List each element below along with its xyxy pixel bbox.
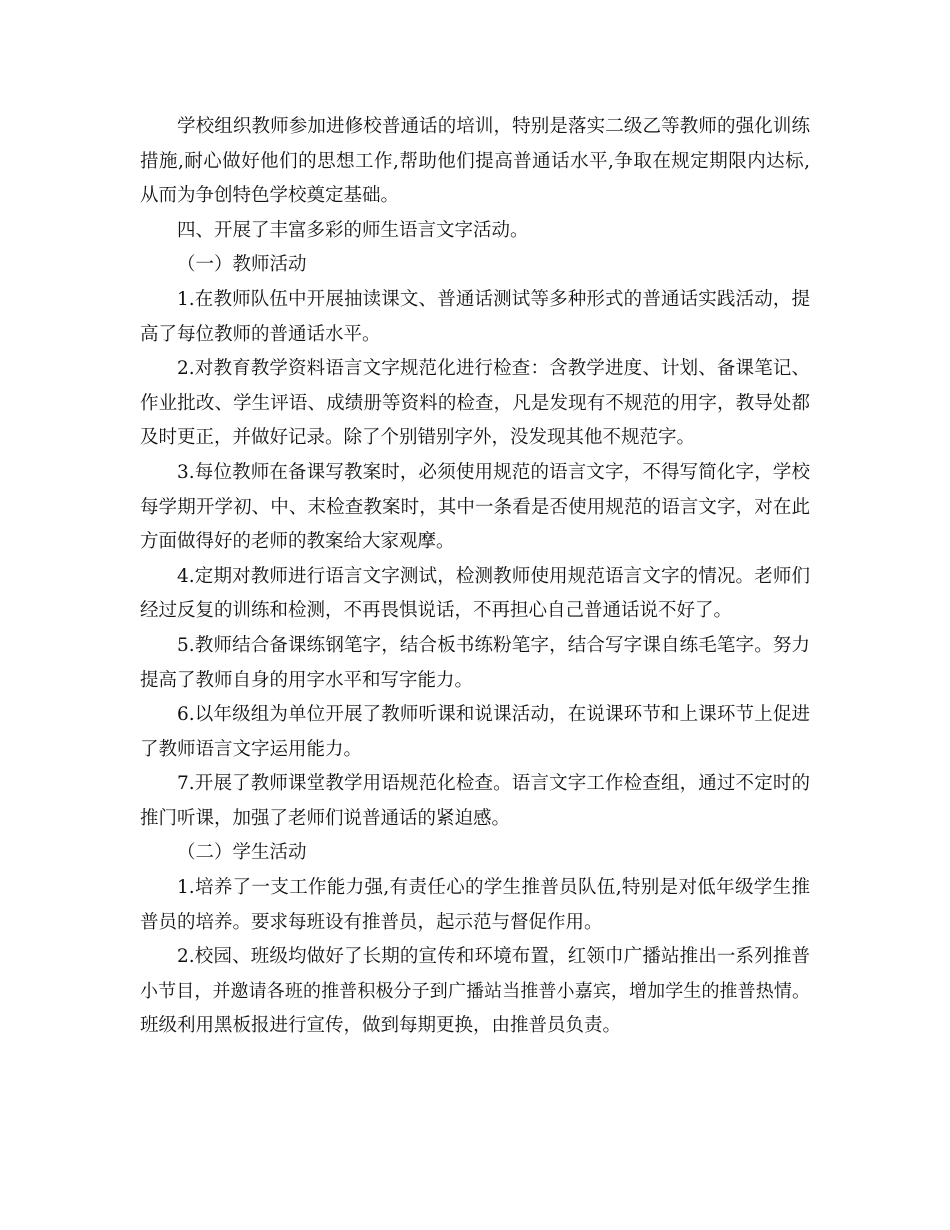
paragraph-line: 提高了教师自身的用字水平和写字能力。 bbox=[140, 669, 474, 691]
paragraph-line: 2.对教育教学资料语言文字规范化进行检查：含教学进度、计划、备课笔记、 bbox=[177, 358, 810, 380]
paragraph-line: 高了每位教师的普通话水平。 bbox=[140, 323, 381, 345]
paragraph-line: 班级利用黑板报进行宣传，做到每期更换，由推普员负责。 bbox=[140, 1015, 622, 1037]
paragraph-line: 小节目，并邀请各班的推普积极分子到广播站当推普小嘉宾，增加学生的推普热情。 bbox=[140, 980, 810, 1002]
paragraph-line: 推门听课，加强了老师们说普通话的紧迫感。 bbox=[140, 807, 511, 829]
paragraph-line: 4.定期对教师进行语言文字测试，检测教师使用规范语言文字的情况。老师们 bbox=[177, 565, 810, 587]
document-page bbox=[140, 110, 810, 1044]
section-heading: 四、开展了丰富多彩的师生语言文字活动。 bbox=[177, 219, 529, 241]
subsection-heading: （二）学生活动 bbox=[177, 842, 307, 864]
paragraph-line: 及时更正，并做好记录。除了个别错别字外，没发现其他不规范字。 bbox=[140, 427, 696, 449]
paragraph-line: 3.每位教师在备课写教案时，必须使用规范的语言文字，不得写简化字，学校 bbox=[177, 461, 810, 483]
paragraph-line: 经过反复的训练和检测，不再畏惧说话，不再担心自己普通话说不好了。 bbox=[140, 600, 733, 622]
paragraph-line: 6.以年级组为单位开展了教师听课和说课活动，在说课环节和上课环节上促进 bbox=[177, 704, 810, 726]
subsection-heading: （一）教师活动 bbox=[177, 254, 307, 276]
paragraph-line: 从而为争创特色学校奠定基础。 bbox=[140, 185, 400, 207]
paragraph-line: 了教师语言文字运用能力。 bbox=[140, 738, 363, 760]
paragraph-line: 1.培养了一支工作能力强,有责任心的学生推普员队伍,特别是对低年级学生推 bbox=[177, 877, 810, 899]
paragraph-line: 作业批改、学生评语、成绩册等资料的检查，凡是发现有不规范的用字，教导处都 bbox=[140, 392, 810, 414]
paragraph-line: 5.教师结合备课练钢笔字，结合板书练粉笔字，结合写字课自练毛笔字。努力 bbox=[177, 634, 810, 656]
paragraph-line: 普员的培养。要求每班设有推普员，起示范与督促作用。 bbox=[140, 911, 603, 933]
paragraph-line: 学校组织教师参加进修校普通话的培训，特别是落实二级乙等教师的强化训练 bbox=[177, 116, 810, 137]
paragraph-line: 2.校园、班级均做好了长期的宣传和环境布置，红领巾广播站推出一系列推普 bbox=[177, 946, 810, 968]
paragraph-line: 每学期开学初、中、末检查教案时，其中一条看是否使用规范的语言文字，对在此 bbox=[140, 496, 810, 518]
paragraph-line: 方面做得好的老师的教案给大家观摩。 bbox=[140, 531, 455, 553]
paragraph-line: 1.在教师队伍中开展抽读课文、普通话测试等多种形式的普通话实践活动，提 bbox=[177, 288, 810, 310]
paragraph-line: 措施,耐心做好他们的思想工作,帮助他们提高普通话水平,争取在规定期限内达标, bbox=[140, 150, 810, 172]
paragraph-line: 7.开展了教师课堂教学用语规范化检查。语言文字工作检查组，通过不定时的 bbox=[177, 773, 810, 795]
